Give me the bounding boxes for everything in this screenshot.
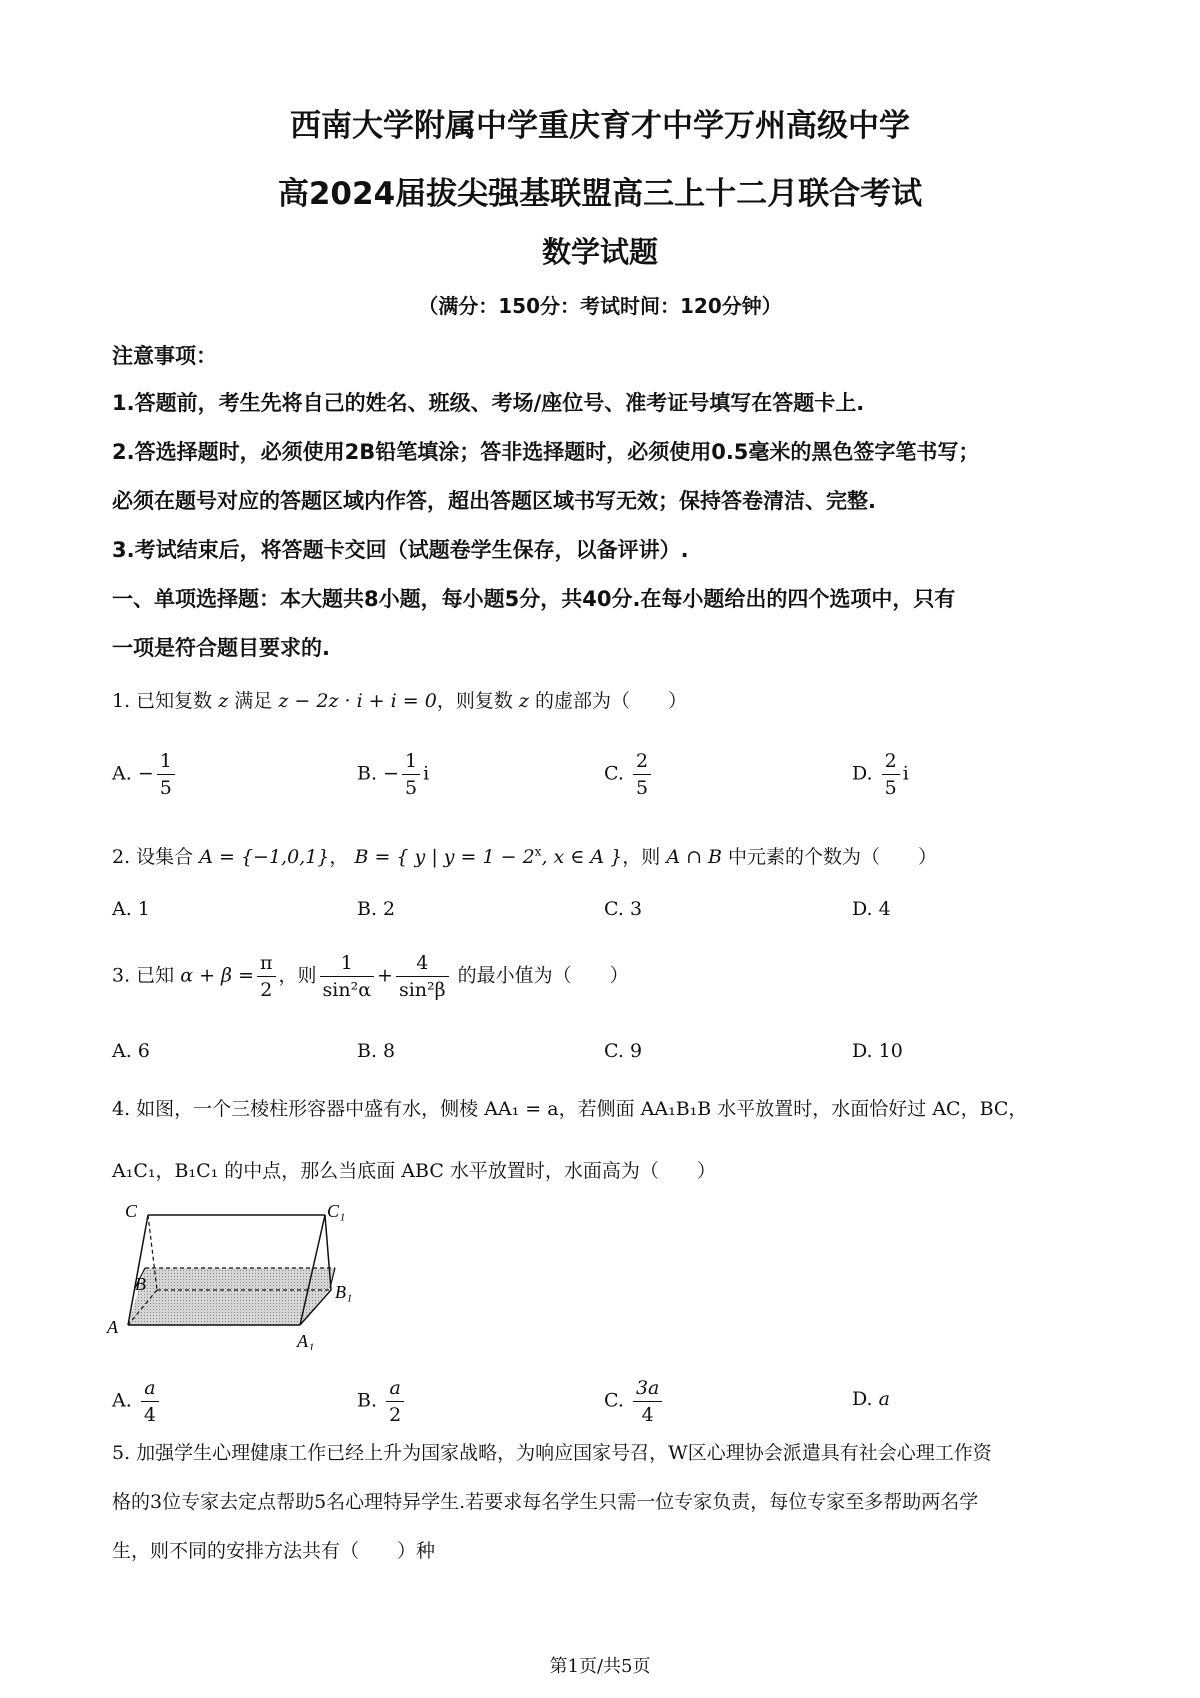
q3-option-d[interactable]: D. 10 bbox=[852, 1040, 903, 1062]
q3-option-c[interactable]: C. 9 bbox=[604, 1040, 643, 1062]
label-a1: A₁ bbox=[297, 1331, 315, 1350]
unit: i bbox=[902, 762, 909, 785]
fraction bbox=[633, 1375, 662, 1428]
score-time: （满分：150分：考试时间：120分钟） bbox=[418, 294, 782, 318]
denominator: 4 bbox=[143, 1404, 156, 1426]
fraction bbox=[386, 1375, 404, 1428]
question-5-line-1: 5. 加强学生心理健康工作已经上升为国家战略，为响应国家号召，W区心理协会派遣具有社会心理工作资 bbox=[112, 1442, 992, 1464]
numerator: π bbox=[257, 950, 276, 977]
q2-option-b[interactable]: B. 2 bbox=[357, 898, 396, 920]
denominator: sin²β bbox=[398, 979, 446, 1001]
denominator: 5 bbox=[635, 777, 649, 799]
q1-var2: z bbox=[518, 690, 529, 712]
page-footer: 第1页/共5页 bbox=[549, 1656, 651, 1677]
q2-set-a: A = {−1,0,1} bbox=[199, 846, 330, 868]
q4-option-a[interactable] bbox=[112, 1375, 162, 1428]
notice-heading: 注意事项： bbox=[112, 344, 217, 368]
sign: − bbox=[383, 762, 399, 785]
option-value: a bbox=[878, 1388, 890, 1410]
option-letter: A. bbox=[112, 1389, 132, 1412]
question-3 bbox=[112, 950, 629, 1003]
notice-item-2b: 必须在题号对应的答题区域内作答，超出答题区域书写无效；保持答卷清洁、完整. bbox=[112, 489, 876, 513]
denominator: 4 bbox=[641, 1404, 654, 1426]
question-4-line-2: A₁C₁，B₁C₁ 的中点，那么当底面 ABC 水平放置时，水面高为（ ） bbox=[112, 1160, 716, 1182]
q2-tail: 中元素的个数为（ ） bbox=[728, 846, 938, 868]
label-b: B bbox=[135, 1274, 146, 1294]
q3-mid: ，则 bbox=[278, 964, 317, 987]
section-heading-1: 一、单项选择题：本大题共8小题，每小题5分，共40分.在每小题给出的四个选项中，只有 bbox=[112, 587, 956, 611]
q3-pre: 3. 已知 bbox=[112, 964, 175, 987]
q2-post: ，则 bbox=[622, 846, 661, 868]
denominator: sin²α bbox=[322, 979, 372, 1001]
option-letter: D. bbox=[852, 1388, 873, 1410]
option-letter: A. bbox=[112, 762, 132, 785]
q1-mid: 满足 bbox=[234, 690, 273, 712]
q1-option-a[interactable] bbox=[112, 748, 178, 801]
unit: i bbox=[423, 762, 430, 785]
fraction bbox=[141, 1375, 159, 1428]
section-heading-2: 一项是符合题目要求的. bbox=[112, 636, 330, 660]
label-a: A bbox=[107, 1317, 118, 1337]
option-letter: D. bbox=[852, 762, 873, 785]
q1-var: z bbox=[218, 690, 229, 712]
water-region bbox=[128, 1268, 335, 1325]
q1-option-d[interactable] bbox=[852, 748, 909, 801]
q2-intersection: A ∩ B bbox=[666, 846, 722, 868]
fraction bbox=[633, 748, 651, 801]
option-letter: B. bbox=[357, 762, 378, 785]
q1-post: ，则复数 bbox=[436, 690, 513, 712]
notice-item-2a: 2.答选择题时，必须使用2B铅笔填涂；答非选择题时，必须使用0.5毫米的黑色签字笔书写； bbox=[112, 440, 980, 464]
q2-option-d[interactable]: D. 4 bbox=[852, 898, 891, 920]
numerator: 2 bbox=[882, 748, 900, 775]
label-c: C bbox=[125, 1201, 138, 1221]
question-4-line-1: 4. 如图，一个三棱柱形容器中盛有水，侧棱 AA₁ = a，若侧面 AA₁B₁B 水平放置时，水面恰好过 AC，BC， bbox=[112, 1098, 1028, 1120]
q3-option-a[interactable]: A. 6 bbox=[112, 1040, 150, 1062]
prism-figure bbox=[105, 1195, 365, 1350]
notice-item-1: 1.答题前，考生先将自己的姓名、班级、考场/座位号、准考证号填写在答题卡上. bbox=[112, 391, 865, 415]
q1-equation: z − 2z · i + i = 0 bbox=[278, 690, 437, 712]
q2-option-a[interactable]: A. 1 bbox=[112, 898, 150, 920]
question-5-line-3: 生，则不同的安排方法共有（ ）种 bbox=[112, 1540, 436, 1562]
plus: + bbox=[377, 964, 393, 987]
question-5-line-2: 格的3位专家去定点帮助5名心理特异学生.若要求每名学生只需一位专家负责，每位专家至多帮助两名学 bbox=[112, 1491, 979, 1513]
denominator: 5 bbox=[884, 777, 897, 799]
subject-title: 数学试题 bbox=[541, 235, 658, 269]
label-c1: C₁ bbox=[327, 1201, 346, 1221]
numerator: a bbox=[386, 1375, 404, 1402]
denominator: 2 bbox=[260, 979, 273, 1001]
q3-tail: 的最小值为（ ） bbox=[457, 964, 629, 987]
q1-option-b[interactable] bbox=[357, 748, 429, 801]
fraction bbox=[257, 950, 276, 1003]
q2-set-b: B = { y | y = 1 − 2 bbox=[354, 846, 535, 868]
numerator: 1 bbox=[157, 748, 175, 775]
fraction bbox=[882, 748, 900, 801]
sign: − bbox=[137, 762, 154, 785]
label-b1: B₁ bbox=[335, 1282, 353, 1302]
q3-option-b[interactable]: B. 8 bbox=[357, 1040, 396, 1062]
q2-sep: ， bbox=[329, 846, 349, 868]
numerator: 3a bbox=[633, 1375, 662, 1402]
q2-pre: 2. 设集合 bbox=[112, 846, 194, 868]
option-letter: C. bbox=[604, 1389, 624, 1412]
school-title: 西南大学附属中学重庆育才中学万州高级中学 bbox=[290, 108, 910, 144]
fraction bbox=[320, 950, 375, 1003]
notice-item-3: 3.考试结束后，将答题卡交回（试题卷学生保存，以备评讲）. bbox=[112, 538, 689, 562]
q1-tail: 的虚部为（ ） bbox=[534, 690, 687, 712]
numerator: 1 bbox=[320, 950, 375, 977]
question-1 bbox=[112, 686, 687, 713]
q4-option-b[interactable] bbox=[357, 1375, 407, 1428]
numerator: a bbox=[141, 1375, 159, 1402]
q1-pre: 1. 已知复数 bbox=[112, 690, 213, 712]
q4-option-d[interactable] bbox=[852, 1388, 890, 1410]
numerator: 2 bbox=[633, 748, 651, 775]
fraction bbox=[396, 950, 449, 1003]
option-letter: C. bbox=[604, 762, 624, 785]
q4-option-c[interactable] bbox=[604, 1375, 665, 1428]
denominator: 5 bbox=[404, 777, 418, 799]
question-2 bbox=[112, 842, 937, 869]
numerator: 1 bbox=[402, 748, 420, 775]
fraction bbox=[402, 748, 420, 801]
q2-option-c[interactable]: C. 3 bbox=[604, 898, 643, 920]
fraction bbox=[157, 748, 175, 801]
denominator: 2 bbox=[389, 1404, 402, 1426]
denominator: 5 bbox=[159, 777, 172, 799]
numerator: 4 bbox=[396, 950, 449, 977]
q1-option-c[interactable] bbox=[604, 748, 654, 801]
q2-sup: x bbox=[534, 844, 542, 859]
exam-title: 高2024届拔尖强基联盟高三上十二月联合考试 bbox=[277, 176, 923, 212]
q3-equation: α + β = bbox=[180, 964, 254, 987]
q2-set-b-tail: , x ∈ A } bbox=[541, 846, 623, 868]
option-letter: B. bbox=[357, 1389, 378, 1412]
